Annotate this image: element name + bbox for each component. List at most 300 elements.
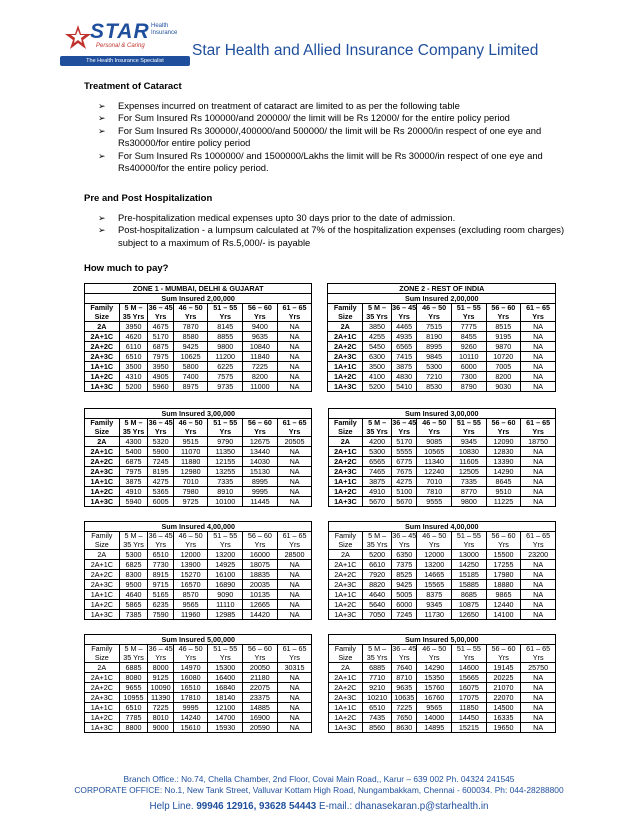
star-health-logo (60, 20, 192, 70)
premium-cell: 12675 (243, 437, 278, 447)
premium-cell: 9085 (417, 437, 452, 447)
premium-cell: NA (521, 560, 556, 570)
column-gap (312, 723, 328, 733)
premium-cell: NA (521, 322, 556, 332)
premium-cell: 8790 (451, 382, 486, 392)
premium-cell: 5200 (363, 550, 392, 560)
premium-cell: 6000 (451, 362, 486, 372)
age-band-header: 61 – 65 Yrs (277, 645, 312, 663)
premium-cell: 6005 (148, 497, 173, 507)
premium-cell: 5900 (148, 447, 173, 457)
premium-cell: 9845 (417, 352, 452, 362)
premium-cell: 7465 (363, 467, 392, 477)
premium-cell: 7575 (208, 372, 243, 382)
family-size-cell: 2A+1C (328, 560, 363, 570)
premium-cell: 14925 (208, 560, 243, 570)
premium-cell: NA (521, 600, 556, 610)
premium-cell: 7245 (392, 610, 417, 620)
age-band-header: 5 M – 35 Yrs (363, 532, 392, 550)
premium-cell: 11000 (243, 382, 278, 392)
family-size-header: Family Size (328, 532, 363, 550)
premium-cell: NA (277, 457, 312, 467)
column-gap (312, 590, 328, 600)
premium-cell: NA (521, 457, 556, 467)
premium-cell: 16080 (173, 673, 208, 683)
zone2-title: ZONE 2 - REST OF INDIA (328, 284, 556, 294)
premium-cell: 20590 (243, 723, 278, 733)
age-band-header: 5 M – 35 Yrs (119, 304, 148, 322)
premium-cell: 8300 (119, 570, 148, 580)
premium-cell: 4275 (148, 477, 173, 487)
premium-cell: 12665 (243, 600, 278, 610)
family-size-cell: 2A+3C (328, 693, 363, 703)
premium-cell: 8570 (173, 590, 208, 600)
table-row (85, 352, 556, 362)
premium-cell: NA (277, 713, 312, 723)
premium-cell: 9725 (173, 497, 208, 507)
family-size-cell: 2A (85, 322, 120, 332)
column-gap (312, 467, 328, 477)
premium-cell: 6510 (119, 352, 148, 362)
premium-cell: 15610 (173, 723, 208, 733)
family-size-cell: 2A+3C (328, 580, 363, 590)
age-band-header: 51 – 55 Yrs (451, 304, 486, 322)
premium-cell: 16570 (173, 580, 208, 590)
premium-cell: 5410 (391, 382, 416, 392)
family-size-cell: 1A+2C (328, 713, 363, 723)
premium-cell: 6825 (119, 560, 148, 570)
premium-cell: 16000 (243, 550, 278, 560)
sum-insured-label: Sum Insured 5,00,000 (85, 635, 312, 645)
premium-cell: 10210 (363, 693, 392, 703)
premium-cell: 8560 (363, 723, 392, 733)
age-band-header: 51 – 55 Yrs (208, 304, 243, 322)
column-gap (312, 409, 328, 419)
premium-cell: 4100 (363, 372, 392, 382)
age-band-header: 5 M – 35 Yrs (119, 419, 148, 437)
premium-cell: 15565 (417, 580, 452, 590)
premium-cell: NA (277, 703, 312, 713)
premium-cell: 15215 (452, 723, 487, 733)
premium-cell: NA (277, 372, 312, 382)
premium-cell: 8200 (243, 372, 278, 382)
premium-cell: 11880 (173, 457, 208, 467)
cataract-bullet-list (98, 100, 568, 174)
family-size-cell: 1A+2C (85, 713, 120, 723)
family-size-cell: 1A+1C (85, 362, 120, 372)
age-band-header: 56 – 60 Yrs (243, 304, 278, 322)
premium-cell: 3875 (363, 477, 392, 487)
age-band-header: 56 – 60 Yrs (486, 532, 521, 550)
premium-cell: 11390 (148, 693, 173, 703)
premium-cell: 6610 (363, 560, 392, 570)
list-item: ➢ Post-hospitalization - a lumpsum calculated at 7% of the hospitalization expenses (excluding room charges) subject to a maximum of Rs.5,000/- is payable (98, 224, 565, 248)
premium-cell: 22075 (243, 683, 278, 693)
premium-cell: 20225 (486, 673, 521, 683)
premium-cell: 6235 (148, 600, 173, 610)
family-size-cell: 1A+3C (85, 497, 120, 507)
premium-cell: 3875 (391, 362, 416, 372)
premium-cell: 8010 (148, 713, 173, 723)
premium-cell: 8910 (208, 487, 243, 497)
premium-cell: 5170 (148, 332, 173, 342)
premium-cell: 8995 (243, 477, 278, 487)
premium-cell: 10625 (173, 352, 208, 362)
arrow-bullet-icon: ➢ (98, 213, 106, 223)
footer (0, 774, 638, 816)
table-row (85, 610, 556, 620)
premium-cell: 8855 (208, 332, 243, 342)
premium-cell: NA (277, 362, 312, 372)
premium-cell: NA (277, 497, 312, 507)
age-band-header: 51 – 55 Yrs (208, 645, 243, 663)
premium-cell: 12980 (173, 467, 208, 477)
arrow-bullet-icon: ➢ (98, 150, 106, 161)
premium-cell: 5450 (363, 342, 392, 352)
premium-cell: 30315 (277, 663, 312, 673)
premium-cell: 11350 (208, 447, 243, 457)
arrow-bullet-icon: ➢ (98, 225, 106, 236)
premium-cell: 13390 (486, 457, 521, 467)
family-size-cell: 1A+2C (328, 600, 363, 610)
premium-cell: 14665 (417, 570, 452, 580)
premium-cell: 9260 (451, 342, 486, 352)
premium-cell: 5300 (417, 362, 452, 372)
premium-cell: 17255 (486, 560, 521, 570)
family-size-cell: 2A (328, 550, 363, 560)
premium-cell: 6565 (363, 457, 392, 467)
premium-cell: 7300 (451, 372, 486, 382)
premium-cell: 12985 (208, 610, 243, 620)
premium-cell: 7980 (173, 487, 208, 497)
premium-cell: 10635 (392, 693, 417, 703)
table-row (85, 713, 556, 723)
premium-cell: NA (277, 560, 312, 570)
premium-cell: NA (277, 487, 312, 497)
column-gap (312, 600, 328, 610)
premium-cell: 7590 (148, 610, 173, 620)
table-row (85, 477, 556, 487)
age-band-header: 46 – 50 Yrs (417, 419, 452, 437)
column-gap (312, 673, 328, 683)
family-size-header: Family Size (328, 419, 363, 437)
premium-cell: 8710 (392, 673, 417, 683)
family-size-cell: 2A+1C (85, 332, 120, 342)
premium-cell: 9125 (148, 673, 173, 683)
branch-office-address: Branch Office.: No.74, Chella Chamber, 2nd Floor, Covai Main Road,, Karur – 639 002 Ph. 04324 241545 (123, 774, 515, 784)
age-band-header: 56 – 60 Yrs (243, 419, 278, 437)
premium-cell: NA (521, 342, 556, 352)
premium-cell: 9995 (243, 487, 278, 497)
table-row (85, 362, 556, 372)
premium-cell: 11445 (243, 497, 278, 507)
premium-cell: 10110 (451, 352, 486, 362)
premium-cell: NA (521, 487, 556, 497)
premium-cell: 4200 (363, 437, 392, 447)
premium-cell: NA (521, 332, 556, 342)
premium-cell: 21180 (243, 673, 278, 683)
premium-cell: 14895 (417, 723, 452, 733)
premium-cell: NA (521, 382, 556, 392)
premium-cell: 15130 (243, 467, 278, 477)
premium-cell: 5400 (119, 447, 148, 457)
premium-cell: 6300 (363, 352, 392, 362)
email-link[interactable]: dhanasekaran.p@starhealth.in (354, 801, 489, 812)
premium-cell: 13900 (173, 560, 208, 570)
premium-cell: 19145 (486, 663, 521, 673)
age-band-header: 5 M – 35 Yrs (119, 645, 148, 663)
premium-cell: 11070 (173, 447, 208, 457)
table-row (85, 372, 556, 382)
premium-cell: 5100 (392, 487, 417, 497)
family-size-cell: 2A (328, 437, 363, 447)
family-size-cell: 2A (85, 437, 120, 447)
zone-header-row (85, 284, 556, 294)
premium-cell: 11605 (452, 457, 487, 467)
premium-cell: 4640 (363, 590, 392, 600)
premium-cell: 9655 (119, 683, 148, 693)
premium-cell: 5940 (119, 497, 148, 507)
premium-cell: 5865 (119, 600, 148, 610)
premium-cell: 6875 (119, 457, 148, 467)
premium-cell: 4910 (119, 487, 148, 497)
age-band-header: 5 M – 35 Yrs (363, 304, 392, 322)
email-label: E-mail.: (316, 801, 355, 812)
age-band-header: 36 – 45 Yrs (148, 303, 173, 321)
table-row (85, 457, 556, 467)
age-band-header: 36 – 45 Yrs (148, 418, 173, 436)
family-size-cell: 1A+2C (85, 487, 120, 497)
premium-cell: 23200 (521, 550, 556, 560)
sum-insured-row (85, 294, 556, 304)
premium-cell: 4620 (119, 332, 148, 342)
sum-insured-row (85, 522, 556, 532)
premium-cell: 11960 (173, 610, 208, 620)
family-size-cell: 1A+3C (328, 382, 363, 392)
premium-cell: 20035 (243, 580, 278, 590)
premium-cell: 9790 (208, 437, 243, 447)
premium-cell: 10090 (148, 683, 173, 693)
premium-cell: 7385 (119, 610, 148, 620)
family-size-cell: 2A+1C (328, 447, 363, 457)
premium-cell: 10875 (452, 600, 487, 610)
logo-health-text: Health Insurance (151, 23, 178, 36)
premium-cell: 9210 (363, 683, 392, 693)
table-row (85, 550, 556, 560)
premium-cell: 10135 (243, 590, 278, 600)
premium-cell: 4910 (363, 487, 392, 497)
premium-cell: 14030 (243, 457, 278, 467)
premium-cell: 7375 (392, 560, 417, 570)
premium-cell: 12505 (452, 467, 487, 477)
premium-cell: 7975 (148, 352, 173, 362)
premium-cell: 5800 (173, 362, 208, 372)
premium-cell: 7730 (148, 560, 173, 570)
premium-cell: 9865 (486, 590, 521, 600)
premium-cell: 8455 (451, 332, 486, 342)
premium-cell: 16840 (208, 683, 243, 693)
zone1-title: ZONE 1 - MUMBAI, DELHI & GUJARAT (85, 284, 312, 294)
premium-cell: NA (521, 352, 556, 362)
premium-cell: NA (521, 372, 556, 382)
premium-cell: 9565 (417, 703, 452, 713)
family-size-cell: 1A+3C (328, 497, 363, 507)
family-size-cell: 2A (328, 663, 363, 673)
age-band-header: 56 – 60 Yrs (486, 419, 521, 437)
table-row (85, 342, 556, 352)
column-header-row (85, 304, 556, 322)
sum-insured-label: Sum Insured 5,00,000 (328, 635, 555, 645)
table-row (85, 663, 556, 673)
premium-cell: 14420 (243, 610, 278, 620)
premium-cell: 10720 (486, 352, 521, 362)
premium-cell: 23375 (243, 693, 278, 703)
column-header-row (85, 419, 556, 437)
premium-cell: 4255 (363, 332, 392, 342)
premium-cell: 7810 (417, 487, 452, 497)
premium-cell: 11840 (243, 352, 278, 362)
premium-cell: 10100 (208, 497, 243, 507)
column-gap (312, 294, 328, 304)
premium-cell: 5005 (392, 590, 417, 600)
age-band-header: 61 – 65 Yrs (521, 304, 556, 322)
premium-table (84, 634, 556, 733)
column-gap (312, 477, 328, 487)
column-gap (312, 382, 328, 392)
arrow-bullet-icon: ➢ (98, 113, 106, 124)
premium-table (84, 521, 556, 620)
premium-cell: 16900 (243, 713, 278, 723)
premium-cell: 12000 (417, 550, 452, 560)
premium-cell: 6510 (363, 703, 392, 713)
premium-cell: NA (521, 713, 556, 723)
age-band-header: 46 – 50 Yrs (173, 419, 208, 437)
age-band-header: 61 – 65 Yrs (277, 419, 312, 437)
family-size-cell: 1A+2C (85, 600, 120, 610)
age-band-header: 46 – 50 Yrs (173, 645, 208, 663)
premium-cell: 7225 (243, 362, 278, 372)
table-row (85, 580, 556, 590)
premium-cell: 6875 (148, 342, 173, 352)
premium-cell: 7415 (391, 352, 416, 362)
family-size-cell: 2A+3C (85, 352, 120, 362)
premium-cell: 6225 (208, 362, 243, 372)
hospitalization-bullet-list (98, 212, 568, 249)
premium-cell: 18835 (243, 570, 278, 580)
premium-cell: 13200 (208, 550, 243, 560)
premium-cell: NA (277, 693, 312, 703)
premium-cell: 12090 (486, 437, 521, 447)
premium-cell: 9555 (417, 497, 452, 507)
family-size-cell: 1A+1C (85, 590, 120, 600)
premium-cell: 8685 (452, 590, 487, 600)
premium-cell: NA (277, 683, 312, 693)
premium-cell: 5170 (392, 437, 417, 447)
premium-cell: 6350 (392, 550, 417, 560)
list-item: ➢ Pre-hospitalization medical expenses upto 30 days prior to the date of admission. (98, 212, 456, 223)
table-row (85, 382, 556, 392)
premium-cell: 3500 (119, 362, 148, 372)
table-row (85, 570, 556, 580)
family-size-cell: 2A+1C (85, 447, 120, 457)
premium-cell: 15760 (417, 683, 452, 693)
premium-cell: 4640 (119, 590, 148, 600)
premium-cell: 8645 (486, 477, 521, 487)
premium-cell: 14700 (208, 713, 243, 723)
family-size-cell: 2A+2C (85, 570, 120, 580)
sum-insured-row (85, 409, 556, 419)
premium-cell: 5365 (148, 487, 173, 497)
premium-cell: 21070 (486, 683, 521, 693)
family-size-cell: 1A+3C (328, 723, 363, 733)
premium-cell: 14250 (452, 560, 487, 570)
age-band-header: 56 – 60 Yrs (486, 304, 521, 322)
premium-cell: 12240 (417, 467, 452, 477)
premium-cell: 10830 (452, 447, 487, 457)
table-row (85, 560, 556, 570)
premium-cell: 11225 (486, 497, 521, 507)
premium-cell: 12000 (173, 550, 208, 560)
premium-cell: 5165 (148, 590, 173, 600)
family-size-cell: 1A+3C (328, 610, 363, 620)
premium-cell: 6510 (119, 703, 148, 713)
premium-cell: NA (521, 673, 556, 683)
family-size-cell: 2A+2C (85, 683, 120, 693)
column-gap (312, 522, 328, 532)
premium-cell: NA (521, 683, 556, 693)
premium-cell: 18750 (521, 437, 556, 447)
premium-cell: 7400 (173, 372, 208, 382)
premium-cell: 5640 (363, 600, 392, 610)
column-gap (312, 284, 328, 294)
premium-cell: 25750 (521, 663, 556, 673)
premium-cell: 9515 (173, 437, 208, 447)
premium-cell: 7010 (417, 477, 452, 487)
family-size-cell: 2A (85, 550, 120, 560)
premium-cell: 4300 (119, 437, 148, 447)
premium-cell: 5320 (148, 437, 173, 447)
premium-cell: 4310 (119, 372, 148, 382)
family-size-cell: 1A+3C (85, 610, 120, 620)
premium-cell: NA (277, 477, 312, 487)
table-row (85, 332, 556, 342)
table-row (85, 447, 556, 457)
sum-insured-label: Sum Insured 3,00,000 (328, 409, 555, 419)
premium-cell: 9030 (486, 382, 521, 392)
premium-cell: 15270 (173, 570, 208, 580)
family-size-cell: 2A (85, 663, 120, 673)
family-size-cell: 2A+3C (85, 580, 120, 590)
logo-tagline: The Health Insurance Specialist (60, 56, 190, 66)
premium-cell: 4275 (392, 477, 417, 487)
premium-cell: 15185 (452, 570, 487, 580)
family-size-cell: 1A+2C (328, 372, 363, 382)
family-size-header: Family Size (85, 645, 120, 663)
premium-cell: 15665 (452, 673, 487, 683)
premium-cell: 14970 (173, 663, 208, 673)
premium-cell: 18075 (243, 560, 278, 570)
premium-cell: NA (277, 352, 312, 362)
premium-cell: 6885 (119, 663, 148, 673)
column-gap (312, 550, 328, 560)
premium-cell: 7335 (452, 477, 487, 487)
premium-cell: 22070 (486, 693, 521, 703)
premium-cell: 8770 (452, 487, 487, 497)
premium-table (84, 408, 556, 507)
column-gap (312, 663, 328, 673)
family-size-cell: 1A+1C (328, 590, 363, 600)
age-band-header: 36 – 45 Yrs (392, 303, 417, 321)
